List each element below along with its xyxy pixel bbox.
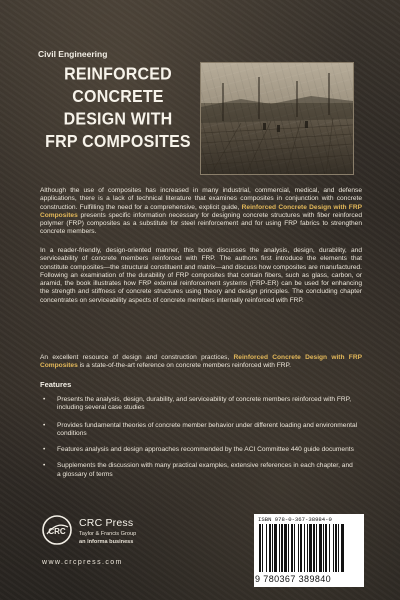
barcode-bar (309, 524, 312, 572)
barcode-bar (313, 524, 315, 572)
barcode-bar (284, 524, 287, 572)
barcode-bar (323, 524, 324, 572)
title-line: FRP COMPOSITES (45, 132, 191, 152)
barcode-bar (298, 524, 299, 572)
construction-scene-graphic (201, 63, 353, 174)
barcode-bar (335, 524, 337, 572)
barcode-bar (288, 524, 289, 572)
barcode-bar (325, 524, 327, 572)
barcode-bar (272, 524, 273, 572)
barcode-bar (338, 524, 339, 572)
barcode-bar (281, 524, 283, 572)
title-line: DESIGN WITH (63, 109, 173, 129)
isbn-barcode (254, 514, 364, 587)
barcode-bar (269, 524, 271, 572)
feature-item: • Supplements the discussion with many practical examples, extensive references in each chapter, and a glossary of terms (40, 462, 358, 479)
barcode-bar (262, 524, 263, 572)
barcode-bar (266, 524, 267, 572)
description-paragraph-1: Although the use of composites has increased in many industrial, commercial, medical, and defense applications, there is a lack of technical literature that examines composites in conjunction with concrete construction. Fulfilling the need for a comprehensive, explicit guide, Reinforced Concrete Design with FRP Composites presents specific information necessary for designing concrete structures with fiber reinforced polymer (FRP) composites as a substitute for steel reinforcement and for using FRP fabrics to strengthen concrete members. (40, 187, 362, 236)
barcode-bars (257, 524, 361, 574)
description-paragraph-3: An excellent resource of design and construction practices, Reinforced Concrete Design with FRP Composites is a state-of-the-art reference on concrete members reinforced with FRP. (40, 354, 362, 370)
logo-text: CRC (48, 527, 66, 536)
barcode-bar (274, 524, 277, 572)
title-highlight: Reinforced Concrete Design with FRP Composites (40, 203, 362, 219)
barcode-bar (294, 524, 295, 572)
barcode-bar (316, 524, 317, 572)
barcode-bar (304, 524, 305, 572)
title-line: CONCRETE (72, 87, 164, 107)
feature-item: • Provides fundamental theories of concrete member behavior under different loading and environmental conditions (40, 422, 358, 439)
crc-press-logo (42, 515, 72, 545)
barcode-bar (341, 524, 344, 572)
isbn-number: ISBN 978-0-367-38984-0 (258, 516, 332, 523)
barcode-bar (259, 524, 261, 572)
title-highlight: Reinforced Concrete Design with FRP Composites (40, 354, 362, 370)
description-paragraph-2: In a reader-friendly, design-oriented manner, this book discusses the analysis, design, durability, and serviceability of concrete members reinforced with FRP. The authors first introduce the elements that constitute composites—the structural constituent and matrix—and discuss how composites are manufactured. Following an examination of the durability of FRP composites that contain fibers, such as glass, carbon, or aramid, the book illustrates how FRP external reinforcement systems (FRP-ER) can be used for enhancing the strength and stiffness of concrete structures using theory and design principles. The concluding chapter concentrates on serviceability aspects of concrete members internally reinforced with FRP. (40, 247, 362, 304)
publisher-website[interactable]: www.crcpress.com (42, 559, 123, 566)
title-line: REINFORCED (64, 65, 172, 85)
barcode-bar (329, 524, 330, 572)
feature-item: • Features analysis and design approaches recommended by the ACI Committee 440 guide documents (40, 446, 358, 454)
publisher-group: Taylor & Francis Group (79, 531, 137, 537)
feature-item: • Presents the analysis, design, durability, and serviceability of concrete members reinforced with FRP, including several case studies (40, 396, 358, 413)
subject-category: Civil Engineering (38, 49, 108, 59)
barcode-bar (291, 524, 293, 572)
publisher-name: CRC Press (79, 517, 134, 529)
barcode-bar (279, 524, 280, 572)
construction-site-photo (200, 62, 354, 175)
book-title (38, 64, 198, 154)
barcode-bar (300, 524, 302, 572)
barcode-bar (319, 524, 322, 572)
barcode-bar (333, 524, 334, 572)
ean-digits: 9 780367 389840 (255, 574, 332, 584)
features-list (40, 396, 358, 487)
features-heading: Features (40, 380, 72, 389)
barcode-bar (307, 524, 308, 572)
publisher-tagline: an informa business (79, 539, 134, 545)
